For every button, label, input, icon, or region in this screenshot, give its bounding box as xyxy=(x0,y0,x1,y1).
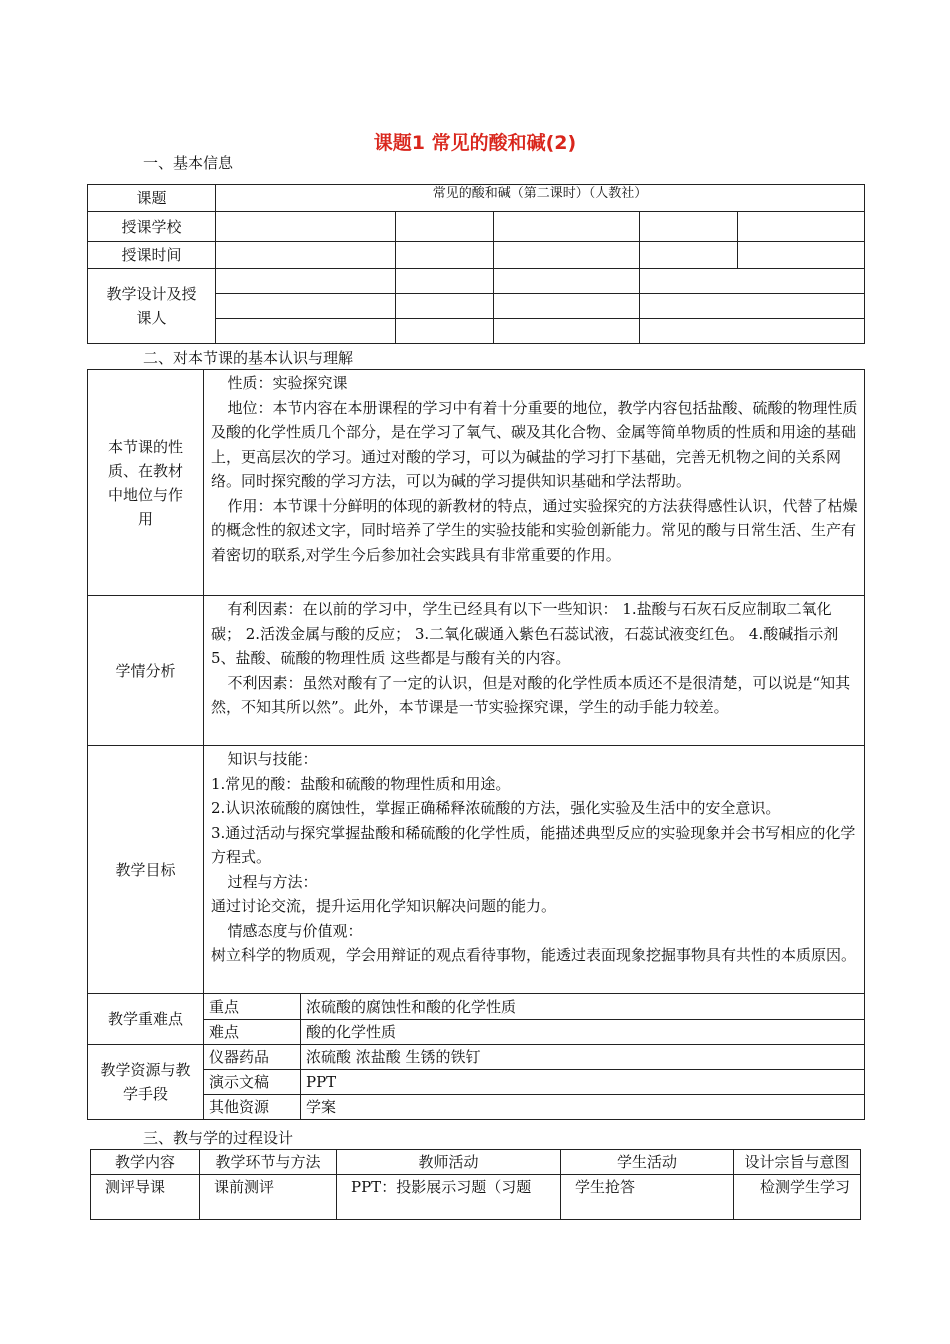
position-text: 地位：本节内容在本册课程的学习中有着十分重要的地位，教学内容包括盐酸、硫酸的物理性质及酸的化学性质几个部分，是在学习了氧气、碳及其化合物、金属等简单物质的性质和用途的基础上，更高层次的学习。通过对酸的学习，可以为碱盐的学习打下基础，完善无机物之间的关系网络。同时探究酸的学习方法，可以为碱的学习提供知识基础和学法帮助。 xyxy=(211,398,858,490)
nature-label: 本节课的性质、在教材中地位与作用 xyxy=(88,370,204,596)
slides-label: 演示文稿 xyxy=(204,1070,301,1095)
designer-cell xyxy=(216,294,396,319)
favorable-text: 有利因素：在以前的学习中，学生已经具有以下一些知识： 1.盐酸与石灰石反应制取二氧化碳； 2.活泼金属与酸的反应； 3.二氧化碳通入紫色石蕊试液，石蕊试液变红色。 4.酸碱指示剂 5、盐酸、硫酸的物理性质 这些都是与酸有关的内容。 xyxy=(211,600,839,667)
unfavorable-text: 不利因素：虽然对酸有了一定的认识，但是对酸的化学性质本质还不是很清楚，可以说是“知其然，不知其所以然”。此外，本节课是一节实验探究课，学生的动手能力较差。 xyxy=(211,673,851,716)
goal-item: 3.通过活动与探究掌握盐酸和稀硫酸的化学性质，能描述典型反应的实验现象并会书写相应的化学方程式。 xyxy=(211,823,856,866)
row-cell: 课前测评 xyxy=(200,1175,337,1220)
time-label: 授课时间 xyxy=(88,242,216,269)
understanding-table xyxy=(87,369,865,1120)
goals-content xyxy=(204,746,865,994)
designer-cell xyxy=(494,269,640,294)
difficulty-value: 酸的化学性质 xyxy=(301,1020,865,1045)
header-cell: 学生活动 xyxy=(561,1150,734,1175)
nature-content xyxy=(204,370,865,596)
knowledge-heading: 知识与技能： xyxy=(227,750,318,768)
school-cell xyxy=(216,212,396,242)
designer-cell xyxy=(494,294,640,319)
time-cell xyxy=(738,242,865,269)
analysis-content xyxy=(204,596,865,746)
keypoints-label: 教学重难点 xyxy=(88,994,204,1045)
topic-value: 常见的酸和碱（第二课时）（人教社） xyxy=(216,185,865,212)
equipment-label: 仪器药品 xyxy=(204,1045,301,1070)
other-resources-value: 学案 xyxy=(301,1095,865,1120)
school-cell xyxy=(396,212,494,242)
goals-label: 教学目标 xyxy=(88,746,204,994)
topic-label: 课题 xyxy=(88,185,216,212)
designer-cell xyxy=(396,269,494,294)
difficulty-label: 难点 xyxy=(204,1020,301,1045)
attitude-text: 树立科学的物质观，学会用辩证的观点看待事物，能透过表面现象挖掘事物具有共性的本质原因。 xyxy=(211,946,857,964)
designer-cell xyxy=(494,319,640,344)
header-cell: 教师活动 xyxy=(337,1150,561,1175)
time-cell xyxy=(396,242,494,269)
designer-cell xyxy=(640,319,865,344)
goal-item: 2.认识浓硫酸的腐蚀性，掌握正确稀释浓硫酸的方法，强化实验及生活中的安全意识。 xyxy=(211,799,781,817)
resources-label: 教学资源与教学手段 xyxy=(88,1045,204,1120)
function-text: 作用：本节课十分鲜明的体现的新教材的特点，通过实验探究的方法获得感性认识，代替了枯燥的概念性的叙述文字，同时培养了学生的实验技能和实验创新能力。常见的酸与日常生活、生产有着密切的联系,对学生今后参加社会实践具有非常重要的作用。 xyxy=(211,496,858,564)
document-title: 课题1 常见的酸和碱(2) xyxy=(373,132,577,154)
slides-value: PPT xyxy=(301,1070,865,1095)
designer-cell xyxy=(216,269,396,294)
analysis-label: 学情分析 xyxy=(88,596,204,746)
designer-cell xyxy=(640,269,865,294)
row-cell: 检测学生学习 xyxy=(734,1175,861,1220)
time-cell xyxy=(640,242,738,269)
row-cell: 测评导课 xyxy=(91,1175,200,1220)
basic-info-table xyxy=(87,184,865,344)
school-cell xyxy=(738,212,865,242)
designer-cell xyxy=(396,319,494,344)
attitude-heading: 情感态度与价值观： xyxy=(227,921,363,940)
time-cell xyxy=(216,242,396,269)
process-heading: 过程与方法： xyxy=(227,872,318,891)
designer-label: 教学设计及授课人 xyxy=(88,269,216,344)
process-design-table xyxy=(90,1149,861,1220)
header-cell: 设计宗旨与意图 xyxy=(734,1150,861,1175)
school-cell xyxy=(640,212,738,242)
header-cell: 教学内容 xyxy=(91,1150,200,1175)
goal-item: 1.常见的酸：盐酸和硫酸的物理性质和用途。 xyxy=(211,774,511,793)
time-cell xyxy=(494,242,640,269)
designer-cell xyxy=(216,319,396,344)
nature-text: 性质：实验探究课 xyxy=(227,374,348,392)
school-label: 授课学校 xyxy=(88,212,216,242)
school-cell xyxy=(494,212,640,242)
row-cell: PPT：投影展示习题（习题 xyxy=(337,1175,561,1220)
row-cell: 学生抢答 xyxy=(561,1175,734,1220)
designer-cell xyxy=(396,294,494,319)
process-text: 通过讨论交流，提升运用化学知识解决问题的能力。 xyxy=(211,897,557,915)
equipment-value: 浓硫酸 浓盐酸 生锈的铁钉 xyxy=(301,1045,865,1070)
designer-cell xyxy=(640,294,865,319)
other-resources-label: 其他资源 xyxy=(204,1095,301,1120)
section-heading-basic-info: 一、基本信息 xyxy=(143,154,234,172)
key-label: 重点 xyxy=(204,994,301,1020)
header-cell: 教学环节与方法 xyxy=(200,1150,337,1175)
key-value: 浓硫酸的腐蚀性和酸的化学性质 xyxy=(301,994,865,1020)
section-heading-process: 三、教与学的过程设计 xyxy=(143,1129,294,1147)
section-heading-understanding: 二、对本节课的基本认识与理解 xyxy=(143,349,354,367)
